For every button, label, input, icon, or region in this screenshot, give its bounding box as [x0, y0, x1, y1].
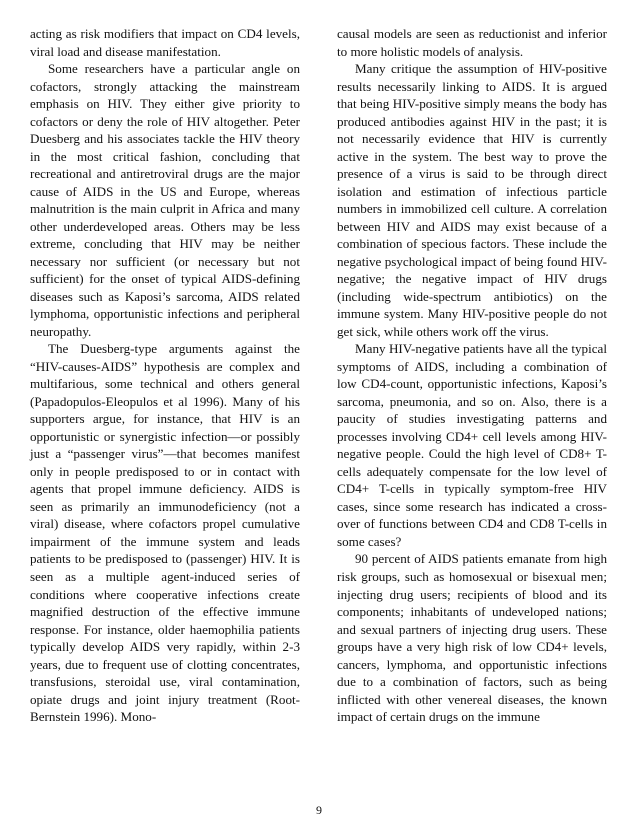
paragraph-continuation: acting as risk modifiers that impact on CD4 levels, viral load and disease manifestation.: [30, 26, 300, 59]
paragraph-hiv-positive-critique: Many critique the assumption of HIV-positive results necessarily linking to AIDS. It is argued that being HIV-positive simply means the body has produced antibodies against HIV in the past; it is not necessarily evidence that HIV is currently active in the system. The best way to prove the presence of a virus is said to be through direct isolation and estimation of infectious particle numbers in immobilized cell culture. A correlation between HIV and AIDS may exist because of a combination of specious factors. These include the negative psychological impact of being found HIV-negative; the negative impact of HIV drugs (including wide-spectrum antibiotics) on the immune system. Many HIV-positive people do not get sick, while others work off the virus.: [337, 61, 607, 339]
paragraph-continuation: causal models are seen as reductionist and inferior to more holistic models of analysis.: [337, 26, 607, 59]
left-column: [30, 25, 300, 726]
paragraph-duesberg-arguments: The Duesberg-type arguments against the “HIV-causes-AIDS” hypothesis are complex and multifarious, some technical and others general (Papadopulos-Eleopulos et al 1996). Many of his supporters argue, for instance, that HIV is an opportunistic or synergistic infection—or possibly just a “passenger virus”—that becomes manifest only in people predisposed to or in contact with agents that propel immune deficiency. AIDS is seen as primarily an immunodeficiency (not a viral) disease, where cofactors propel cumulative impairment of the immune system and leads patients to be predisposed to (passenger) HIV. It is seen as a multiple agent-induced series of conditions where cooperative infections create magnified destruction of the effective immune response. For instance, older haemophilia patients typically develop AIDS very rapidly, within 2-3 years, due to frequent use of clotting concentrates, transfusions, steroidal use, viral contamination, opiate drugs and joint injury treatment (Root-Bernstein 1996). Mono-: [30, 341, 300, 725]
paragraph-hiv-negative-patients: Many HIV-negative patients have all the typical symptoms of AIDS, including a combination of low CD4-count, opportunistic infections, Kaposi’s sarcoma, pneumonia, and so on. Also, there is a paucity of studies investigating patterns and processes involving CD4+ cell levels among HIV-negative people. Could the high level of CD8+ T-cells adequately compensate for the low level of CD4+ T-cells in typically symptom-free HIV cases, since some research has indicated a cross-over of functions between CD4 and CD8 T-cells in some cases?: [337, 341, 607, 549]
page-number: 9: [316, 803, 322, 817]
right-column: [337, 25, 607, 726]
paragraph-high-risk-groups: 90 percent of AIDS patients emanate from high risk groups, such as homosexual or bisexual men; injecting drug users; recipients of blood and its components; inhabitants of undeveloped nations; and sexual partners of injecting drug users. These groups have a very high risk of low CD4+ levels, cancers, lymphoma, and opportunistic infections due to a combination of factors, such as being inflicted with other venereal diseases, the known impact of certain drugs on the immune: [337, 551, 607, 725]
paragraph-cofactors: Some researchers have a particular angle on cofactors, strongly attacking the mainstream emphasis on HIV. They either give priority to cofactors or deny the role of HIV altogether. Peter Duesberg and his associates tackle the HIV theory in the most critical fashion, concluding that recreational and antiretroviral drugs are the major cause of AIDS in the US and Europe, whereas malnutrition is the main culprit in Africa and many other underdeveloped areas. Others may be less extreme, concluding that HIV may be neither necessary nor sufficient (or necessary but not sufficient) for the onset of typical AIDS-defining diseases such as Kaposi’s sarcoma, AIDS related lymphoma, opportunistic infections and peripheral neuropathy.: [30, 61, 300, 339]
